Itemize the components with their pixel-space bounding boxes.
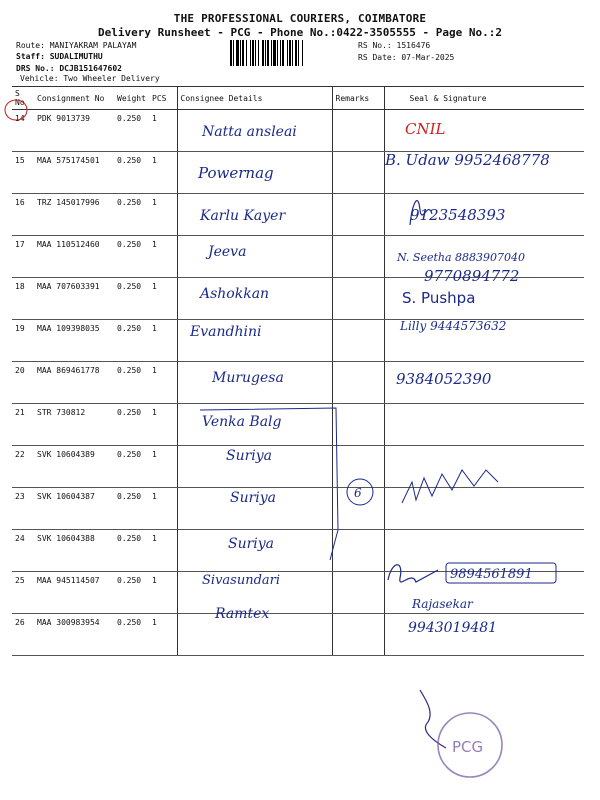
- table-row: [12, 236, 584, 278]
- name-26: Ramtex: [215, 606, 270, 622]
- name-18: Ashokkan: [200, 286, 270, 302]
- seal-16: 9123548393: [410, 206, 506, 224]
- cell-details: [177, 362, 332, 404]
- barcode-bar: [303, 40, 305, 66]
- pcg-stamp-text: PCG: [452, 738, 484, 756]
- cell-details: [177, 194, 332, 236]
- cell-sno: 18: [12, 278, 34, 320]
- cell-seal: [384, 404, 584, 446]
- cell-sno: 23: [12, 488, 34, 530]
- cell-weight: 0.250: [114, 110, 149, 152]
- cell-weight: 0.250: [114, 488, 149, 530]
- cell-consignment: TRZ 145017996: [34, 194, 114, 236]
- seal-26a: Rajasekar: [412, 597, 473, 611]
- cell-weight: 0.250: [114, 194, 149, 236]
- cell-seal: [384, 446, 584, 488]
- seal-18a: N. Seetha 8883907040: [397, 251, 526, 264]
- cell-consignment: SVK 10604387: [34, 488, 114, 530]
- cell-weight: 0.250: [114, 152, 149, 194]
- cell-details: [177, 236, 332, 278]
- cell-pcs: 1: [149, 110, 177, 152]
- cell-details: [177, 404, 332, 446]
- cell-sno: 26: [12, 614, 34, 656]
- cell-pcs: 1: [149, 488, 177, 530]
- cell-remarks: [332, 488, 384, 530]
- table-row: [12, 488, 584, 530]
- seal-15: B. Udaw 9952468778: [385, 151, 550, 169]
- cell-seal: [384, 530, 584, 572]
- cell-sno: 17: [12, 236, 34, 278]
- cell-remarks: [332, 446, 384, 488]
- cell-sno: 14: [12, 110, 34, 152]
- cell-pcs: 1: [149, 236, 177, 278]
- cell-weight: 0.250: [114, 572, 149, 614]
- table-row: [12, 572, 584, 614]
- seal-26b: 9943019481: [408, 620, 498, 636]
- cell-consignment: MAA 109398035: [34, 320, 114, 362]
- rs-number: RS No.: 1516476: [358, 41, 431, 50]
- cell-sno: 19: [12, 320, 34, 362]
- cell-pcs: 1: [149, 404, 177, 446]
- cell-weight: 0.250: [114, 530, 149, 572]
- name-19: Evandhini: [190, 324, 262, 340]
- cell-weight: 0.250: [114, 446, 149, 488]
- rs-date: RS Date: 07-Mar-2025: [358, 53, 455, 62]
- cell-details: [177, 614, 332, 656]
- cell-details: [177, 110, 332, 152]
- cell-remarks: [332, 572, 384, 614]
- seal-18c: S. Pushpa: [402, 289, 476, 307]
- seal-25: 9894561891: [450, 567, 533, 582]
- cell-pcs: 1: [149, 446, 177, 488]
- name-20: Murugesa: [212, 370, 284, 386]
- seal-18b: 9770894772: [424, 267, 520, 285]
- cell-consignment: MAA 869461778: [34, 362, 114, 404]
- cell-remarks: [332, 278, 384, 320]
- name-25: Sivasundari: [202, 573, 281, 588]
- name-17: Jeeva: [208, 244, 247, 260]
- cell-consignment: MAA 575174501: [34, 152, 114, 194]
- table-row: [12, 446, 584, 488]
- header-sno: S No: [12, 87, 34, 110]
- cell-consignment: PDK 9013739: [34, 110, 114, 152]
- cell-seal: [384, 488, 584, 530]
- cell-sno: 22: [12, 446, 34, 488]
- name-24: Suriya: [228, 536, 275, 552]
- cell-weight: 0.250: [114, 236, 149, 278]
- staff-label: Staff: SUDALIMUTHU: [16, 52, 103, 61]
- cell-remarks: [332, 152, 384, 194]
- cell-pcs: 1: [149, 530, 177, 572]
- cell-pcs: 1: [149, 614, 177, 656]
- cell-sno: 25: [12, 572, 34, 614]
- cell-pcs: 1: [149, 572, 177, 614]
- pcg-stamp: [438, 713, 502, 777]
- runsheet-table: [12, 86, 584, 656]
- header-pcs: PCS: [149, 87, 177, 110]
- header-details: Consignee Details: [177, 87, 332, 110]
- vehicle-label: Vehicle: Two Wheeler Delivery: [20, 74, 160, 83]
- header-weight: Weight: [114, 87, 149, 110]
- cell-seal: [384, 278, 584, 320]
- company-title: THE PROFESSIONAL COURIERS, COIMBATORE: [173, 12, 427, 25]
- cell-sno: 24: [12, 530, 34, 572]
- cell-consignment: SVK 10604388: [34, 530, 114, 572]
- name-22: Suriya: [226, 448, 273, 464]
- cell-remarks: [332, 194, 384, 236]
- name-14: Natta ansleai: [202, 124, 297, 140]
- bottom-signature: [420, 690, 446, 748]
- cell-consignment: MAA 945114507: [34, 572, 114, 614]
- cell-weight: 0.250: [114, 320, 149, 362]
- route-label: Route: MANIYAKRAM PALAYAM: [16, 41, 137, 50]
- cell-consignment: MAA 707603391: [34, 278, 114, 320]
- name-16: Karlu Kayer: [200, 208, 286, 224]
- cell-details: [177, 488, 332, 530]
- cell-sno: 20: [12, 362, 34, 404]
- cell-consignment: SVK 10604389: [34, 446, 114, 488]
- cell-pcs: 1: [149, 194, 177, 236]
- cell-sno: 16: [12, 194, 34, 236]
- cell-details: [177, 278, 332, 320]
- header-consignment: Consignment No: [34, 87, 114, 110]
- name-15: Powernag: [198, 164, 274, 182]
- row23-circle-text: 6: [354, 486, 362, 500]
- cell-seal: [384, 320, 584, 362]
- cell-consignment: STR 730812: [34, 404, 114, 446]
- barcode: [230, 40, 350, 66]
- cell-weight: 0.250: [114, 404, 149, 446]
- cell-remarks: [332, 404, 384, 446]
- cell-pcs: 1: [149, 152, 177, 194]
- cell-sno: 21: [12, 404, 34, 446]
- cell-seal: [384, 236, 584, 278]
- table-row: [12, 320, 584, 362]
- cell-details: [177, 530, 332, 572]
- table-row: [12, 278, 584, 320]
- cell-seal: [384, 614, 584, 656]
- cell-details: [177, 152, 332, 194]
- cell-details: [177, 446, 332, 488]
- name-21: Venka Balg: [202, 414, 282, 430]
- table-row: [12, 404, 584, 446]
- name-23: Suriya: [230, 490, 277, 506]
- cell-details: [177, 572, 332, 614]
- cell-seal: [384, 362, 584, 404]
- table-row: [12, 110, 584, 152]
- runsheet-subtitle: Delivery Runsheet - PCG - Phone No.:0422-3505555 - Page No.:2: [98, 26, 502, 39]
- cell-seal: [384, 152, 584, 194]
- cell-remarks: [332, 362, 384, 404]
- cell-details: [177, 320, 332, 362]
- header-remarks: Remarks: [332, 87, 384, 110]
- cell-remarks: [332, 236, 384, 278]
- cell-seal: [384, 572, 584, 614]
- cell-sno: 15: [12, 152, 34, 194]
- table-row: [12, 362, 584, 404]
- cell-remarks: [332, 614, 384, 656]
- cell-weight: 0.250: [114, 614, 149, 656]
- cell-seal: [384, 194, 584, 236]
- cell-consignment: MAA 300983954: [34, 614, 114, 656]
- seal-20: 9384052390: [396, 370, 492, 388]
- table-row: [12, 530, 584, 572]
- header-seal: Seal & Signature: [384, 87, 584, 110]
- cell-remarks: [332, 320, 384, 362]
- table-row: [12, 152, 584, 194]
- table-row: [12, 614, 584, 656]
- cell-pcs: 1: [149, 362, 177, 404]
- cell-weight: 0.250: [114, 278, 149, 320]
- seal-19: Lilly 9444573632: [400, 319, 507, 333]
- cell-pcs: 1: [149, 320, 177, 362]
- cell-pcs: 1: [149, 278, 177, 320]
- cell-remarks: [332, 110, 384, 152]
- cell-seal: [384, 110, 584, 152]
- cell-consignment: MAA 110512460: [34, 236, 114, 278]
- table-row: [12, 194, 584, 236]
- cell-remarks: [332, 530, 384, 572]
- drs-label: DRS No.: DCJB151647602: [16, 64, 122, 73]
- cell-weight: 0.250: [114, 362, 149, 404]
- red-mark: CNIL: [405, 120, 446, 138]
